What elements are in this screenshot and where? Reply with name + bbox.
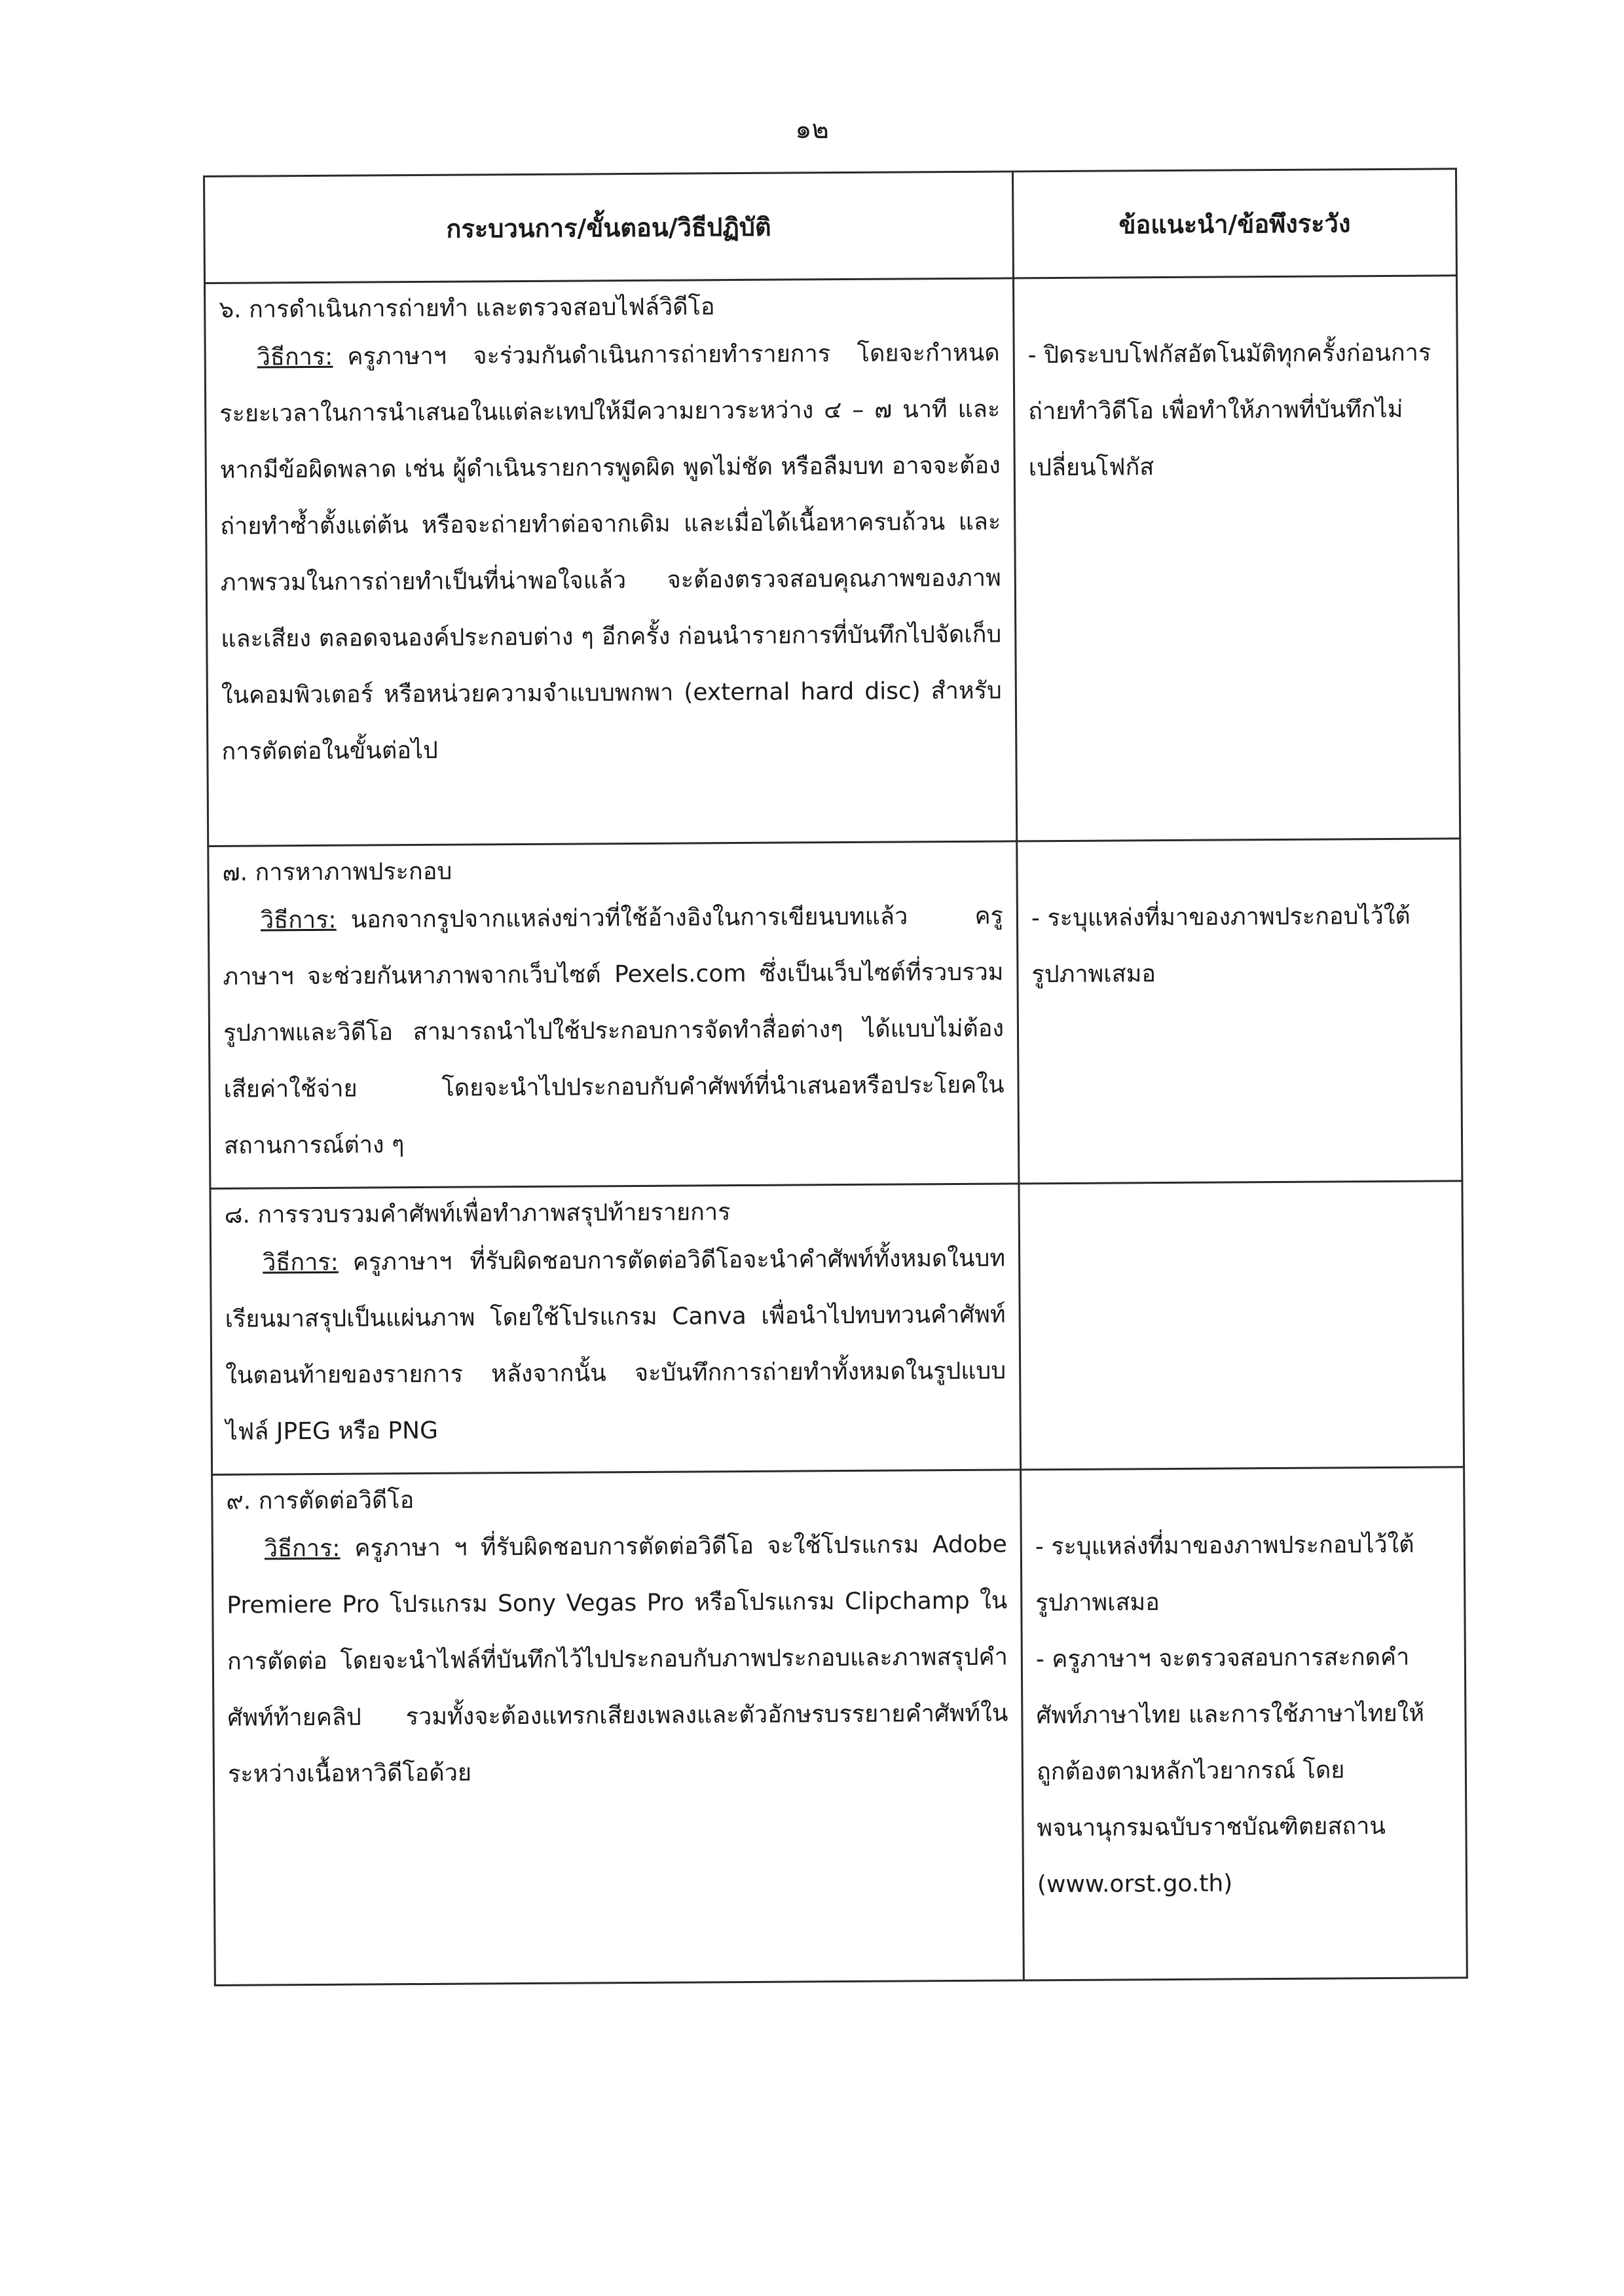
note-item: - ระบุแหล่งที่มาของภาพประกอบไว้ใต้รูปภาพเสมอ: [1035, 1531, 1414, 1617]
step-description: ครูภาษา ฯ ที่รับผิดชอบการตัดต่อวิดีโอ จะใช้โปรแกรม Adobe Premiere Pro โปรแกรม Sony Vegas Pro หรือโปรแกรม Clipchamp ในการตัดต่อ โดยจะนำไฟล์ที่บันทึกไว้ไปประกอบกับภาพประกอบและภาพสรุปคำศัพท์ท้ายคลิป รวมทั้งจะต้องแทรกเสียงเพลงและตัวอักษรบรรยายคำศัพท์ในระหว่างเนื้อหาวิดีโอด้วย: [227, 1531, 1008, 1788]
method-label: วิธีการ:: [257, 343, 333, 371]
step-title: ๖. การดำเนินการถ่ายทำ และตรวจสอบไฟล์วิดีโอ: [219, 293, 715, 323]
step-description: ครูภาษาฯ ที่รับผิดชอบการตัดต่อวิดีโอจะนำคำศัพท์ทั้งหมดในบทเรียนมาสรุปเป็นแผ่นภาพ โดยใช้โปรแกรม Canva เพื่อนำไปทบทวนคำศัพท์ในตอนท้ายของรายการ หลังจากนั้น จะบันทึกการถ่ายทำทั้งหมดในรูปแบบไฟล์ JPEG หรือ PNG: [225, 1245, 1006, 1446]
table-row: [205, 276, 1460, 847]
table-row: [208, 839, 1462, 1189]
header-notes: ข้อแนะนำ/ข้อพึงระวัง: [1012, 169, 1456, 278]
table-header-row: [204, 169, 1457, 283]
page-number: ๑๒: [795, 115, 829, 145]
note-item: - ครูภาษาฯ จะตรวจสอบการสะกดคำศัพท์ภาษาไทย และการใช้ภาษาไทยให้ถูกต้องตามหลักไวยากรณ์ โดยพจนานุกรมฉบับราชบัณฑิตยสถาน (www.orst.go.th): [1035, 1643, 1425, 1899]
table-row: [212, 1467, 1467, 1986]
step-cell: [212, 1470, 1024, 1986]
step-body: [227, 1517, 1009, 1803]
method-label: วิธีการ:: [263, 1248, 339, 1277]
note-list: [1031, 888, 1447, 1003]
step-title: ๗. การหาภาพประกอบ: [222, 858, 452, 886]
note-cell: [1017, 839, 1462, 1184]
step-title: ๘. การรวบรวมคำศัพท์เพื่อทำภาพสรุปท้ายรายการ: [224, 1199, 731, 1229]
step-description: นอกจากรูปจากแหล่งข่าวที่ใช้อ้างอิงในการเขียนบทแล้ว ครูภาษาฯ จะช่วยกันหาภาพจากเว็บไซต์ Pexels.com ซึ่งเป็นเว็บไซต์ที่รวบรวมรูปภาพและวิดีโอ สามารถนำไปใช้ประกอบการจัดทำสื่อต่างๆ ได้แบบไม่ต้องเสียค่าใช้จ่าย โดยจะนำไปประกอบกับคำศัพท์ที่นำเสนอหรือประโยคในสถานการณ์ต่าง ๆ: [223, 902, 1005, 1159]
step-description: ครูภาษาฯ จะร่วมกันดำเนินการถ่ายทำรายการ โดยจะกำหนดระยะเวลาในการนำเสนอในแต่ละเทปให้มีความยาวระหว่าง ๔ – ๗ นาที และหากมีข้อผิดพลาด เช่น ผู้ดำเนินรายการพูดผิด พูดไม่ชัด หรือลืมบท อาจจะต้องถ่ายทำซ้ำตั้งแต่ต้น หรือจะถ่ายทำต่อจากเดิม และเมื่อได้เนื้อหาครบถ้วน และภาพรวมในการถ่ายทำเป็นที่น่าพอใจแล้ว จะต้องตรวจสอบคุณภาพของภาพและเสียง ตลอดจนองค์ประกอบต่าง ๆ อีกครั้ง ก่อนนำรายการที่บันทึกไปจัดเก็บในคอมพิวเตอร์ หรือหน่วยความจำแบบพกพา (external hard disc) สำหรับการตัดต่อในขั้นต่อไป: [219, 339, 1002, 765]
note-cell: [1021, 1467, 1467, 1980]
step-body: [223, 888, 1005, 1175]
step-cell: [208, 841, 1019, 1189]
procedure-table: [203, 168, 1468, 1986]
step-cell: [205, 278, 1017, 847]
note-cell: [1013, 276, 1460, 841]
note-list: [1035, 1516, 1453, 1913]
method-label: วิธีการ:: [264, 1535, 341, 1563]
header-process: กระบวนการ/ขั้นตอน/วิธีปฏิบัติ: [204, 172, 1014, 283]
step-cell: [210, 1184, 1021, 1475]
step-body: [219, 325, 1002, 780]
note-item: - ระบุแหล่งที่มาของภาพประกอบไว้ใต้รูปภาพเสมอ: [1031, 902, 1411, 989]
step-body: [225, 1231, 1006, 1461]
step-title: ๙. การตัดต่อวิดีโอ: [226, 1487, 415, 1515]
method-label: วิธีการ:: [260, 906, 337, 934]
note-cell-empty: [1019, 1181, 1464, 1470]
table-row: [210, 1181, 1464, 1475]
note-item: - ปิดระบบโฟกัสอัตโนมัติทุกครั้งก่อนการถ่ายทำวิดีโอ เพื่อทำให้ภาพที่บันทึกไม่เปลี่ยนโฟกัส: [1027, 339, 1431, 482]
procedure-table-wrapper: [203, 168, 1466, 1977]
note-list: [1027, 325, 1444, 496]
